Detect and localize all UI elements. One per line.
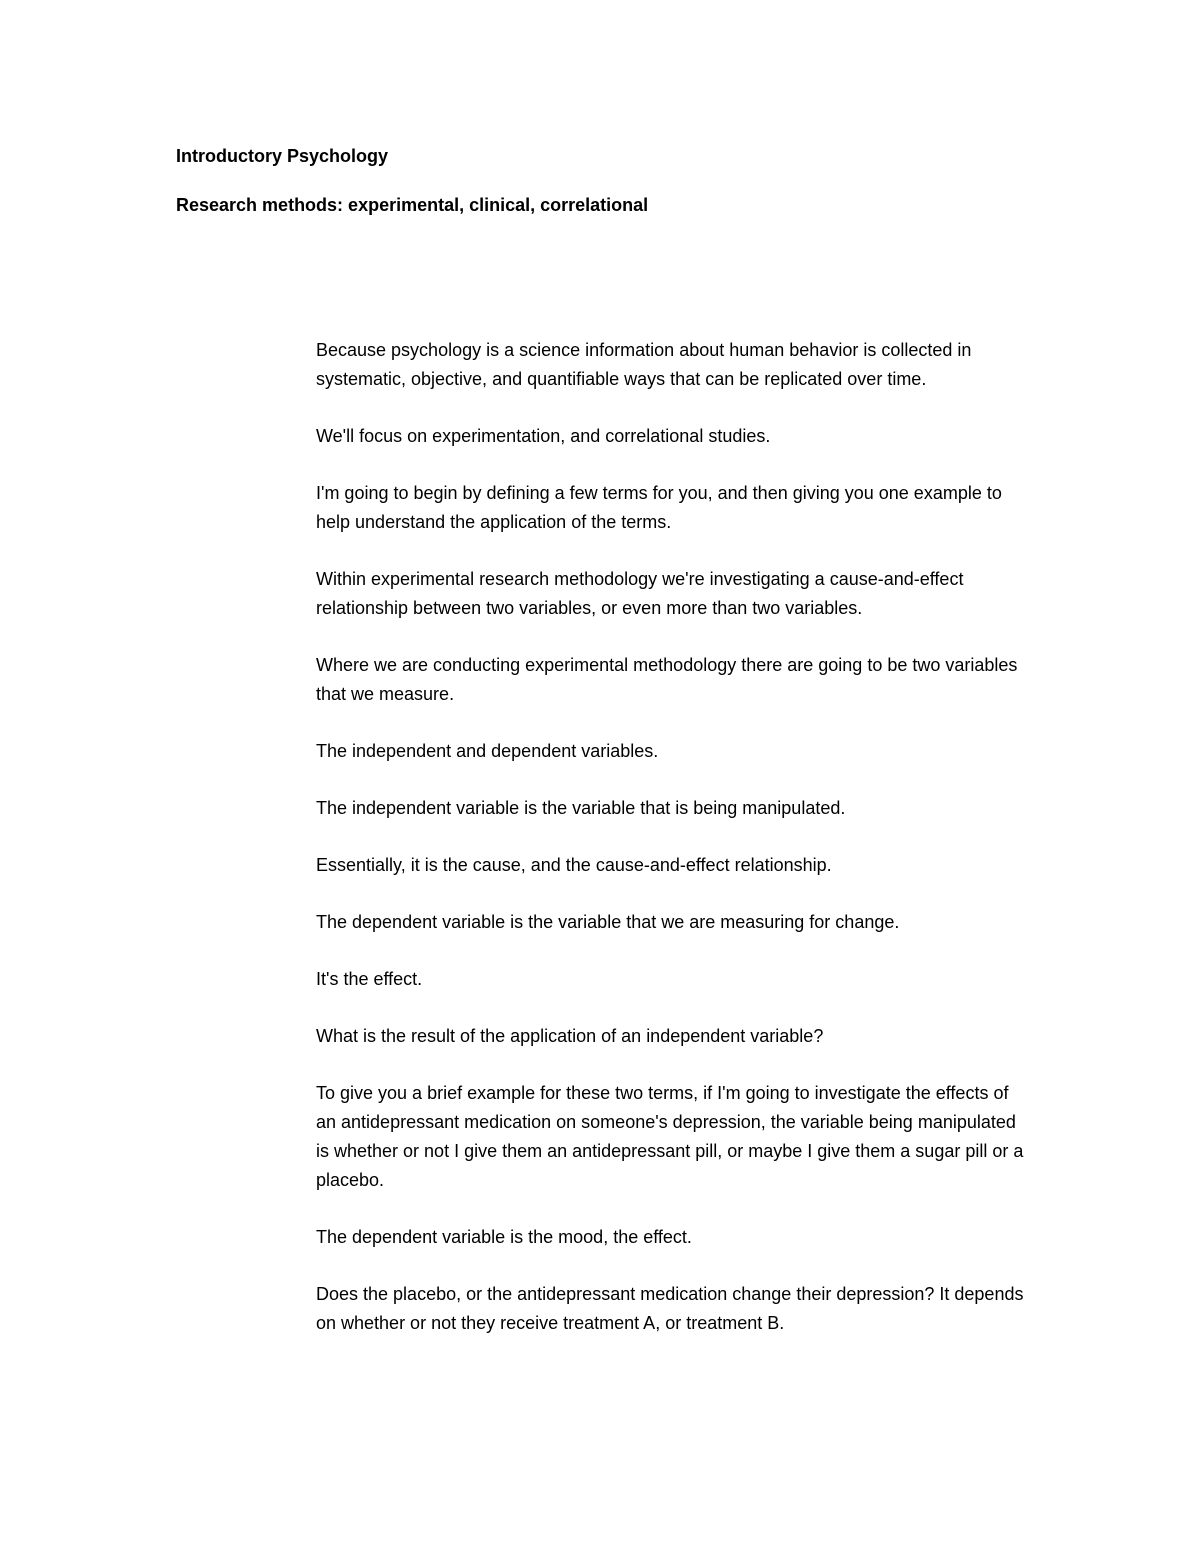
document-subtitle: Research methods: experimental, clinical, correlational [176, 195, 649, 215]
body-paragraph: Because psychology is a science information about human behavior is collected in systematic, objective, and quantifiable ways that can be replicated over time. [316, 340, 972, 389]
document-title: Introductory Psychology [176, 146, 389, 166]
body-paragraph: The independent and dependent variables. [316, 741, 659, 761]
body-paragraph: Essentially, it is the cause, and the cause-and-effect relationship. [316, 855, 832, 875]
body-paragraph: The independent variable is the variable that is being manipulated. [316, 798, 846, 818]
body-paragraph: I'm going to begin by defining a few terms for you, and then giving you one example to help understand the application of the terms. [316, 483, 1002, 532]
body-paragraph: The dependent variable is the mood, the effect. [316, 1227, 692, 1247]
body-paragraph: Where we are conducting experimental methodology there are going to be two variables that we measure. [316, 655, 1018, 704]
body-paragraph: It's the effect. [316, 969, 423, 989]
body-paragraph: Within experimental research methodology we're investigating a cause-and-effect relationship between two variables, or even more than two variables. [316, 569, 964, 618]
body-paragraph: We'll focus on experimentation, and correlational studies. [316, 426, 771, 446]
document-body [316, 336, 1026, 1366]
body-paragraph: Does the placebo, or the antidepressant medication change their depression? It depends on whether or not they receive treatment A, or treatment B. [316, 1284, 1024, 1333]
body-paragraph: To give you a brief example for these two terms, if I'm going to investigate the effects of an antidepressant medication on someone's depression, the variable being manipulated is whether or not I give them an antidepressant pill, or maybe I give them a sugar pill or a placebo. [316, 1083, 1024, 1190]
body-paragraph: The dependent variable is the variable that we are measuring for change. [316, 912, 900, 932]
body-paragraph: What is the result of the application of an independent variable? [316, 1026, 824, 1046]
